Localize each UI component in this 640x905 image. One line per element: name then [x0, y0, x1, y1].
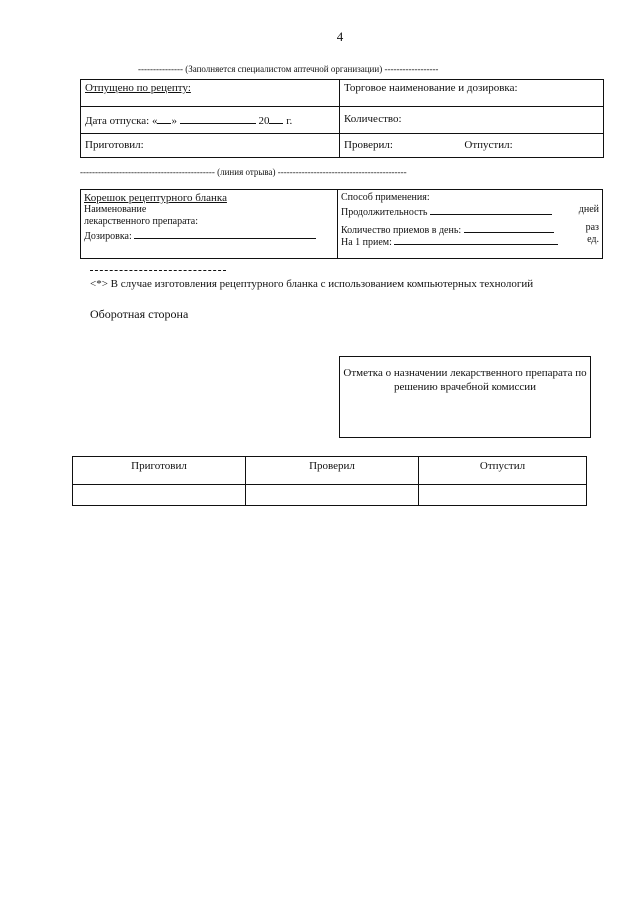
page-number: 4: [336, 29, 344, 44]
checked-label: Проверил:: [344, 139, 393, 151]
prepared-cell: [81, 134, 340, 158]
stub-units: ед.: [587, 234, 599, 245]
dash-segment-left: ---------------: [138, 64, 183, 74]
dispense-date-cell: [81, 107, 340, 134]
tear-dash-left: ---------------------------------------------: [80, 167, 215, 177]
stub-title: Корешок рецептурного бланка: [84, 192, 227, 204]
header-prepared: Приготовил: [73, 457, 246, 485]
stub-name-line1: Наименование: [84, 204, 147, 215]
year-prefix: 20: [258, 115, 270, 127]
year-blank: [269, 113, 283, 124]
stub-per-dose-label: На 1 прием:: [341, 237, 392, 248]
tear-line-caption: (линия отрыва): [217, 167, 276, 177]
header-checked: Проверил: [246, 457, 419, 485]
day-blank: [157, 113, 171, 124]
header-released: Отпустил: [419, 457, 587, 485]
released-label: Отпустил:: [464, 139, 513, 151]
stub-times-unit: раз: [585, 222, 599, 233]
date-open-quote: «: [151, 115, 158, 127]
dispense-date-label: Дата отпуска:: [85, 115, 150, 127]
reverse-side-heading: Оборотная сторона: [90, 307, 189, 321]
stub-divider: [337, 190, 338, 258]
signature-prepared-cell[interactable]: [73, 485, 246, 506]
commission-text: Отметка о назначении лекарственного препарата по решению врачебной комиссии: [343, 367, 587, 393]
month-blank: [180, 113, 256, 124]
prescription-stub: [80, 189, 603, 259]
dash-segment-right: ------------------: [384, 64, 439, 74]
signature-table: [72, 456, 587, 506]
tear-line: [80, 167, 407, 177]
stub-name-line2: лекарственного препарата:: [84, 216, 199, 227]
stub-days: дней: [578, 204, 599, 215]
quantity-label: Количество:: [344, 113, 402, 125]
signature-released-cell[interactable]: [419, 485, 587, 506]
dispensing-table: [80, 79, 604, 158]
dispensed-by-recipe-cell: [81, 80, 340, 107]
footnote: <*> В случае изготовления рецептурного бланка с использованием компьютерных технологий: [90, 278, 534, 290]
footnote-separator: [90, 270, 226, 271]
commission-box: [339, 356, 591, 438]
date-close-quote: »: [171, 115, 177, 127]
pharmacist-caption: (Заполняется специалистом аптечной организации): [185, 64, 383, 74]
stub-duration-label: Продолжительность: [341, 207, 428, 218]
duration-blank: [430, 204, 552, 215]
prepared-label: Приготовил:: [85, 139, 144, 151]
tear-dash-right: -------------------------------------------: [277, 167, 407, 177]
stub-duration-row: [341, 204, 599, 216]
stub-times-label: Количество приемов в день:: [341, 225, 462, 236]
dosage-blank: [134, 228, 316, 239]
trade-name-dosage: Торговое наименование и дозировка:: [344, 82, 518, 94]
times-blank: [464, 222, 554, 233]
checked-released-cell: [340, 134, 604, 158]
trade-name-cell: [340, 80, 604, 107]
dispensed-by-recipe: Отпущено по рецепту:: [85, 82, 191, 94]
stub-method: Способ применения:: [341, 192, 430, 203]
per-dose-blank: [394, 234, 558, 245]
year-suffix: г.: [286, 115, 293, 127]
stub-dosage-label: Дозировка:: [84, 231, 132, 242]
quantity-cell: [340, 107, 604, 134]
stub-per-dose-row: [341, 234, 599, 246]
stub-times-row: [341, 222, 599, 234]
stub-dosage-row: [84, 228, 334, 240]
signature-checked-cell[interactable]: [246, 485, 419, 506]
pharmacist-caption-line: [138, 64, 438, 74]
